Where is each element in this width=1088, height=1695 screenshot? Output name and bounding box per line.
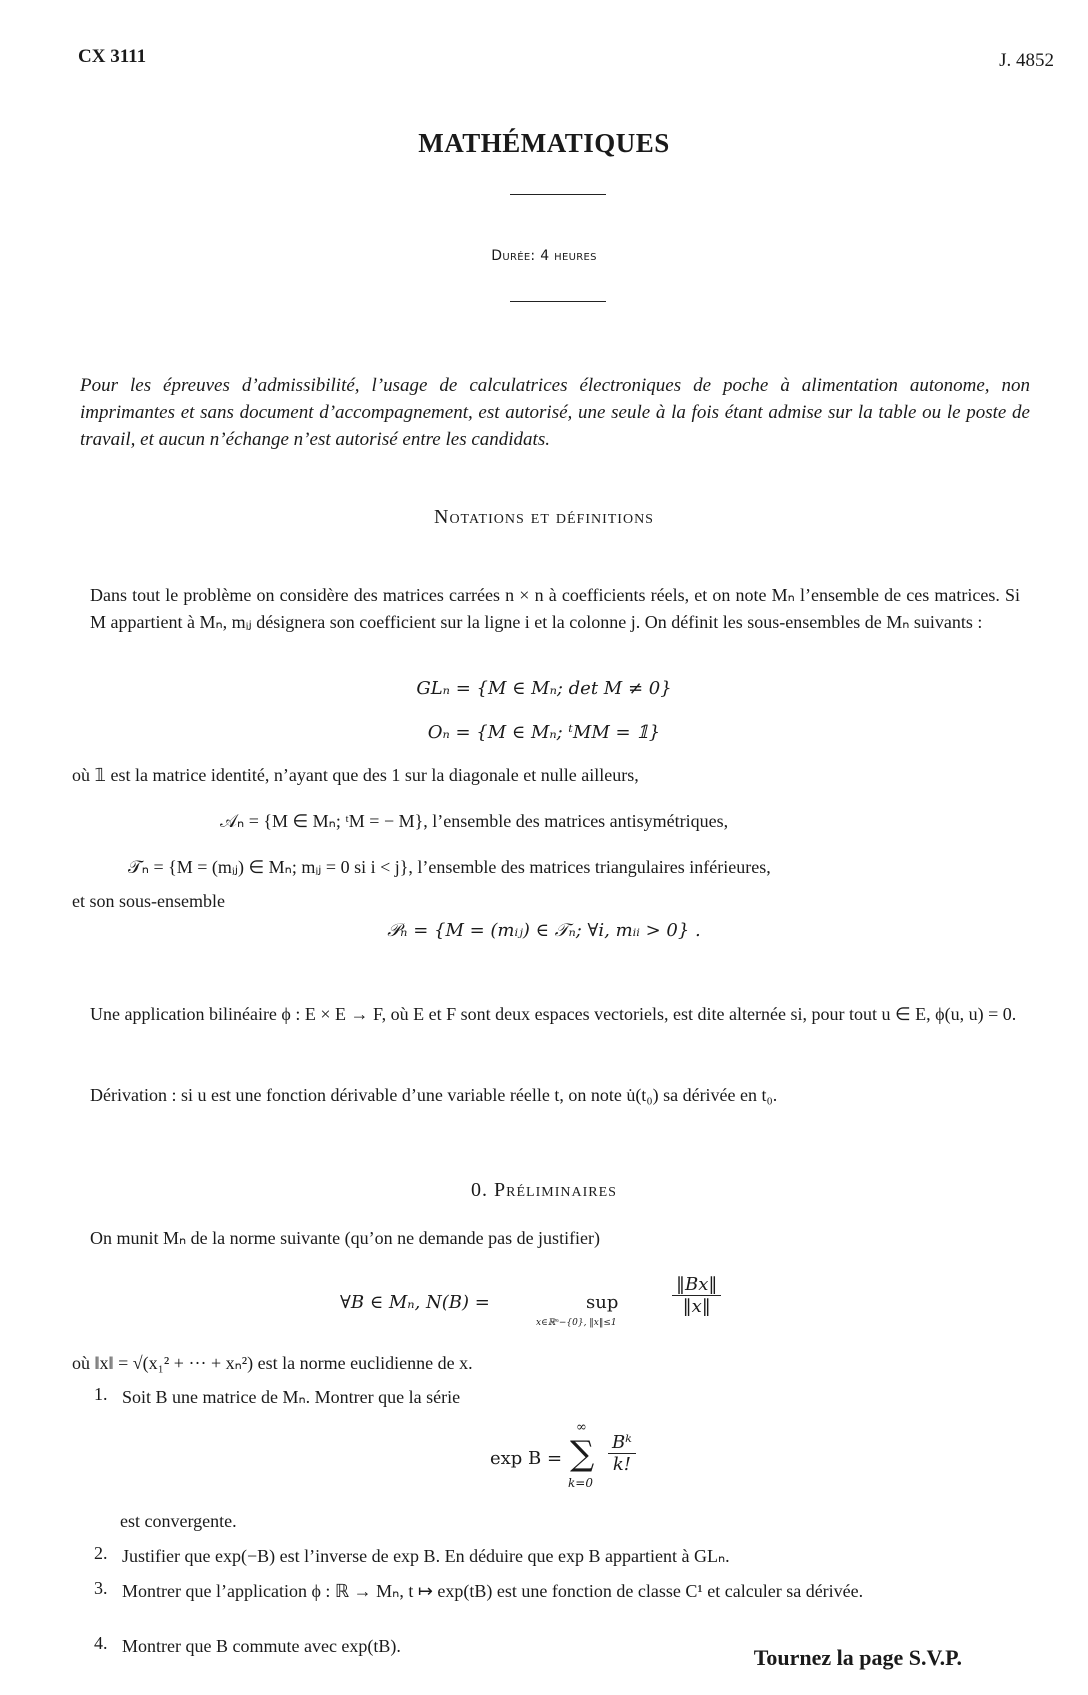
exp-series-formula: [490, 1420, 690, 1500]
title-divider: [510, 194, 606, 195]
question-2-number: 2.: [94, 1543, 108, 1563]
notations-heading: Notations et définitions: [434, 506, 654, 528]
identity-note: où 𝟙 est la matrice identité, n’ayant que des 1 sur la diagonale et nulle ailleurs,: [72, 765, 639, 785]
notations-intro: Dans tout le problème on considère des matrices carrées n × n à coefficients réels, et on note Mₙ l’ensemble de ces matrices. Si M appartient à Mₙ, mᵢⱼ désignera son coefficient sur la ligne i et la colonne j. On définit les sous-ensembles de Mₙ suivants :: [90, 585, 1020, 632]
gl-definition: GLₙ = {M ∈ Mₙ; det M ≠ 0}: [416, 678, 672, 699]
sum-symbol: ∑: [570, 1434, 595, 1474]
page-title: MATHÉMATIQUES: [418, 128, 670, 158]
sum-upper-bound: ∞: [576, 1420, 587, 1435]
question-1-number: 1.: [94, 1384, 108, 1404]
derivation-note: Dérivation : si u est une fonction dérivable d’une variable réelle t, on note u̇(t₀) sa dérivée en t₀.: [90, 1085, 778, 1105]
convergent-text: est convergente.: [120, 1511, 237, 1531]
question-4-number: 4.: [94, 1633, 108, 1653]
sum-lower-bound: k=0: [568, 1476, 593, 1490]
subset-intro: et son sous-ensemble: [72, 891, 225, 911]
norm-lhs: ∀B ∈ Mₙ, N(B) =: [340, 1292, 490, 1313]
antisymmetric-definition: 𝒜ₙ = {M ∈ Mₙ; ᵗM = − M}, l’ensemble des matrices antisymétriques,: [220, 811, 729, 831]
norm-intro: On munit Mₙ de la norme suivante (qu’on ne demande pas de justifier): [90, 1228, 601, 1248]
norm-numerator: ‖Bx‖: [672, 1274, 721, 1296]
exp-numerator: Bᵏ: [608, 1432, 636, 1454]
exam-reference: J. 4852: [999, 50, 1054, 71]
exp-denominator: k!: [612, 1454, 631, 1475]
question-4-text: Montrer que B commute avec exp(tB).: [122, 1636, 401, 1656]
exp-fraction: [608, 1432, 636, 1475]
norm-sup-domain: x∈ℝⁿ−{0}, ‖x‖≤1: [536, 1318, 617, 1328]
norm-fraction: [672, 1274, 721, 1317]
exam-code: CX 3111: [78, 46, 147, 67]
norm-sup: sup: [586, 1292, 619, 1313]
calculator-notice: Pour les épreuves d’admissibilité, l’usage de calculatrices électroniques de poche à alimentation autonome, non imprimantes et sans document d’accompagnement, est autorisé, une seule à la fois étant admise sur la table ou le poste de travail, et aucun n’échange n’est autorisé entre les candidats.: [80, 375, 1030, 450]
question-2-text: Justifier que exp(−B) est l’inverse de exp B. En déduire que exp B appartient à GLₙ.: [122, 1546, 730, 1566]
duration-divider: [510, 301, 606, 302]
exp-lhs: exp B =: [490, 1448, 563, 1469]
question-3-text: Montrer que l’application ϕ : ℝ → Mₙ, t ↦ exp(tB) est une fonction de classe C¹ et calculer sa dérivée.: [122, 1581, 864, 1601]
question-1-text: Soit B une matrice de Mₙ. Montrer que la série: [122, 1387, 461, 1407]
norm-denominator: ‖x‖: [682, 1296, 711, 1317]
norm-note: où ‖x‖ = √(x₁² + ··· + xₙ²) est la norme euclidienne de x.: [72, 1353, 473, 1373]
norm-formula: [340, 1272, 800, 1338]
preliminaires-heading: 0. Préliminaires: [471, 1179, 617, 1201]
turn-page-note: Tournez la page S.V.P.: [753, 1645, 962, 1670]
exam-duration: Durée: 4 heures: [491, 248, 597, 264]
p-definition: 𝒫ₙ = {M = (mᵢⱼ) ∈ 𝒯ₙ; ∀i, mᵢᵢ > 0} .: [387, 920, 701, 941]
question-3-number: 3.: [94, 1578, 108, 1598]
o-definition: Oₙ = {M ∈ Mₙ; ᵗMM = 𝟙}: [427, 722, 661, 743]
triangular-definition: 𝒯ₙ = {M = (mᵢⱼ) ∈ Mₙ; mᵢⱼ = 0 si i < j}, l’ensemble des matrices triangulaires inférieures,: [128, 857, 771, 877]
bilinear-definition: Une application bilinéaire ϕ : E × E → F, où E et F sont deux espaces vectoriels, est dite alternée si, pour tout u ∈ E, ϕ(u, u) = 0.: [90, 1004, 1017, 1024]
